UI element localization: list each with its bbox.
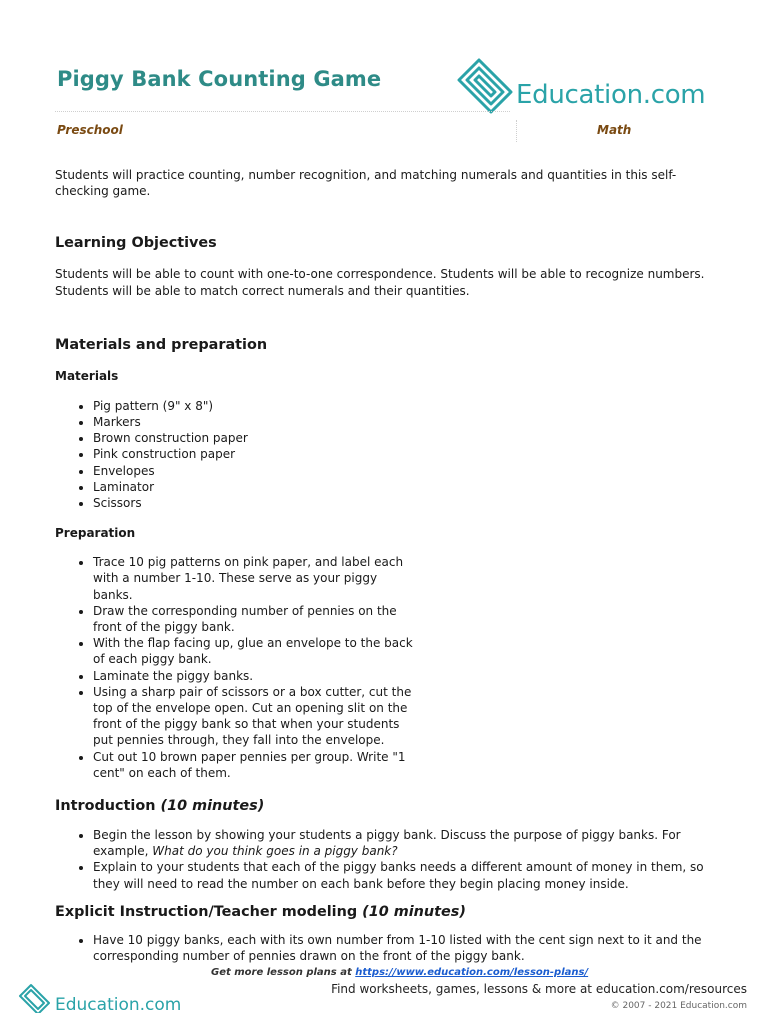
explicit-time: (10 minutes) bbox=[362, 903, 466, 920]
footer-resources-text: Find worksheets, games, lessons & more at education.com/resources bbox=[331, 982, 747, 996]
list-item: • Have 10 piggy banks, each with its own number from 1-10 listed with the cent sign next to it and the corresponding number of pennies drawn on the front of the piggy bank. bbox=[93, 932, 715, 964]
list-item: • Draw the corresponding number of pennies on the front of the piggy bank. bbox=[93, 603, 413, 635]
footer-copyright: © 2007 - 2021 Education.com bbox=[610, 1001, 747, 1011]
list-item: • Laminator bbox=[93, 479, 715, 495]
list-item: • Explain to your students that each of the piggy banks needs a different amount of money in them, so they will need to read the number on each bank before they begin placing money inside. bbox=[93, 859, 715, 891]
introduction-question: What do you think goes in a piggy bank? bbox=[152, 844, 398, 859]
list-item: • Envelopes bbox=[93, 463, 715, 479]
intro-paragraph: Students will practice counting, number recognition, and matching numerals and quantities in this self-checking game. bbox=[55, 168, 677, 199]
lesson-content bbox=[55, 167, 715, 964]
list-item: • Scissors bbox=[93, 495, 715, 511]
explicit-heading bbox=[55, 902, 715, 922]
lesson-plans-link[interactable]: https://www.education.com/lesson-plans/ bbox=[355, 967, 589, 978]
explicit-list bbox=[55, 932, 715, 964]
preparation-subheading: Preparation bbox=[55, 526, 136, 541]
footer-lesson-plans bbox=[211, 967, 588, 978]
title-divider bbox=[55, 111, 510, 112]
introduction-heading bbox=[55, 796, 715, 816]
logo-text: Education.com bbox=[516, 80, 706, 110]
list-item: • Brown construction paper bbox=[93, 430, 715, 446]
list-item: • Using a sharp pair of scissors or a box cutter, cut the top of the envelope open. Cut an opening slit on the front of the piggy bank so that when your students put pennies through, they fall into the envelope. bbox=[93, 684, 413, 749]
footer-logo-text: Education.com bbox=[55, 995, 182, 1015]
introduction-time: (10 minutes) bbox=[160, 798, 265, 815]
introduction-list bbox=[55, 827, 715, 892]
introduction-item-text: Begin the lesson by showing your students a piggy bank. Discuss the purpose of piggy banks. For example, bbox=[93, 828, 681, 859]
materials-prep-heading: Materials and preparation bbox=[55, 336, 268, 353]
list-item: • Trace 10 pig patterns on pink paper, and label each with a number 1-10. These serve as your piggy banks. bbox=[93, 554, 413, 603]
materials-subheading: Materials bbox=[55, 368, 119, 383]
list-item bbox=[93, 827, 715, 859]
grade-label: Preschool bbox=[57, 123, 123, 137]
list-item: • Markers bbox=[93, 414, 715, 430]
subject-label: Math bbox=[597, 123, 632, 137]
page-title: Piggy Bank Counting Game bbox=[57, 67, 382, 91]
list-item: • Laminate the piggy banks. bbox=[93, 668, 413, 684]
objectives-text: Students will be able to count with one-to-one correspondence. Students will be able to recognize numbers. Students will be able to match correct numerals and their quantities. bbox=[55, 267, 705, 298]
list-item: • Cut out 10 brown paper pennies per group. Write "1 cent" on each of them. bbox=[93, 749, 413, 781]
explicit-heading-text: Explicit Instruction/Teacher modeling bbox=[55, 903, 358, 920]
preparation-list bbox=[55, 554, 413, 781]
list-item: • Pig pattern (9" x 8") bbox=[93, 398, 715, 414]
list-item: • Pink construction paper bbox=[93, 446, 715, 462]
introduction-heading-text: Introduction bbox=[55, 798, 156, 815]
list-item: • With the flap facing up, glue an envelope to the back of each piggy bank. bbox=[93, 635, 413, 667]
objectives-heading: Learning Objectives bbox=[55, 235, 217, 252]
footer-lesson-prefix: Get more lesson plans at bbox=[211, 967, 352, 978]
materials-list bbox=[55, 398, 715, 511]
meta-divider bbox=[516, 120, 517, 142]
